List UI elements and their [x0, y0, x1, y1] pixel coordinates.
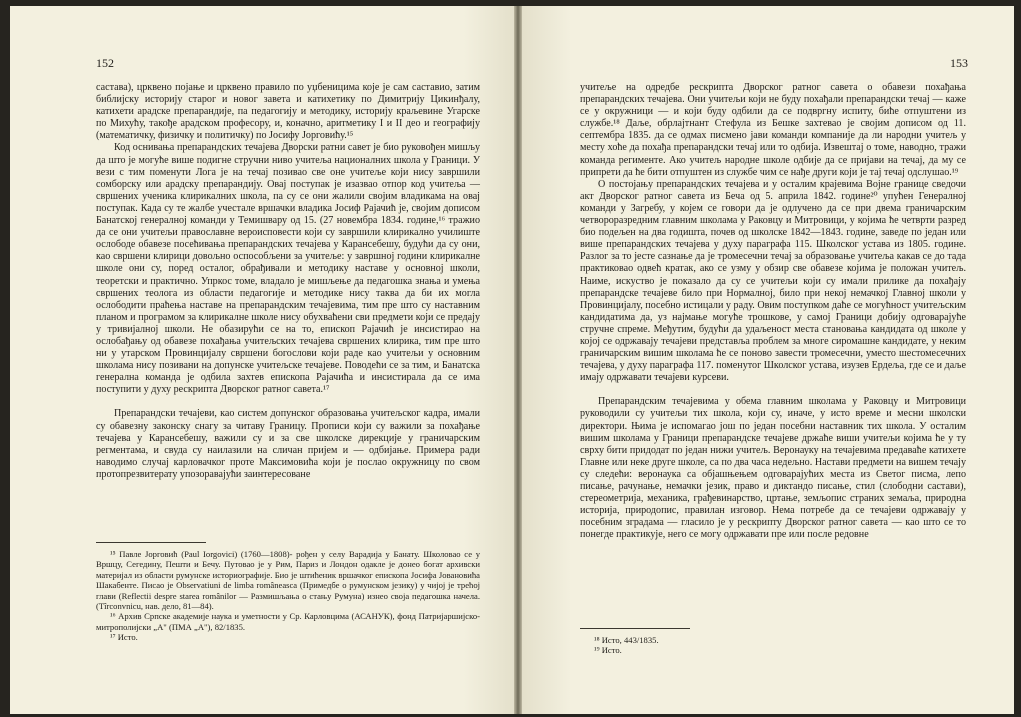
footnote: ¹⁷ Исто. — [110, 632, 138, 643]
right-page — [522, 6, 1014, 714]
footnote: ¹⁸ Исто, 443/1835. — [594, 635, 659, 645]
left-page-body — [96, 82, 480, 481]
footnote-rule — [580, 628, 690, 629]
page-number-left: 152 — [96, 56, 114, 70]
footnote: ¹⁵ Павле Јорговић (Paul Iorgovici) (1760—1808)- рођен у селу Варадија у Банату. Школовао се у Вршцу, Сегедину, Пешти и Бечу. Путовао је у Рим, Париз и Лондон одакле је донео богат архивски материјал из области румунске историографије. Био је штићеник вршачког епископа Јосифа Јовановића Шакабенте. Писао је Observatiuni de limba româneasca (Примедбе о румунском језику) у чијој је трећој глави (Reflectii despre starea românilor — Размишљања о стању Румуна) изнео своја педагошка начела. (Tîrconvnicu, нав. дело, 81—84). — [96, 549, 480, 612]
book-gutter — [514, 6, 522, 714]
left-page — [10, 6, 514, 714]
right-page-body — [580, 82, 966, 541]
footnote-rule — [96, 542, 206, 543]
body-paragraph: О постојању препарандских течајева и у осталим крајевима Војне границе сведочи акт Дворског ратног савета из Беча од 5. априла 1842. године²⁰ упућен Генералној команди у Загребу, у којем се говори да је одлучено да се при двема граничарским четвороразредним главним школама у Раковцу и Митровици, у којима ће четврти разред био подељен на два годишта, почев од школске 1842—1843. године, заведе по један или више препарандских течајева у духу параграфа 115. Школског устава из 1805. године. Разлог за то јесте сазнање да је тромесечни течај за образовање учитеља какав се до тада практиковао одвећ кратак, ако се узму у обзир све обавезе којима је положан учитељ. Наиме, искуство је показало да су се учитељи који су имали прилике да похађају препарандске течајеве било при Нормалној, било при некој немачкој Главној школи у Провинцијалу, посебно истицали у раду. Овим поступком даће се могућност учитељским кандидатима да, уз најмање могуће трошкове, у самој Граници добију одговарајуће стручне спреме. Међутим, будући да удаљеност места становања кандидата од школе у којој се одржавају течајеви представља проблем за многе сиромашне кандидате, у неким граничарским вишим школама ће се поново завести тромесечни, уместо шестомесечних течајева, у духу параграфа 117. поменутог Школског устава, изузев Ердеља, где се и даље имају одржавати течајеви курсеви. — [580, 178, 966, 384]
footnote: ¹⁶ Архив Српске академије наука и уметности у Ср. Карловцима (АСАНУК), фонд Патријаршијско-митрополијски „А" (ПМА „А"), 82/1835. — [96, 611, 480, 632]
body-paragraph: Препарандским течајевима у обема главним школама у Раковцу и Митровици руководили су учитељи тих школа, који су, иначе, у исто време и месни школски директори. Њима је испомагао још по један посебни наставник тих школа. У осталим вишим школама у Граници препарандске течајеве држаће виши учитељи којима ће у ту сврху бити придодат по један нижи учитељ. Веронауку на течајевима предаваће катихете Главне или неке друге школе, са по два часа недељно. Настави предмети на вишем течају су следећи: веронаука са објашњењем одговарајућих места из Светог писма, лепо писање, рачунање, немачки језик, право и диктандо писање, стил (слободни састави), стереометрија, механика, грађевинарство, цртање, земљопис страних земаља, природна историја, природопис, правилан изговор. Нема потребе да се течајеви одржавају у посебним зградама — гласило је у рескрипту Дворског ратног савета — као што се то понегде практикује, него се могу одржавати пре или после редовне — [580, 396, 966, 541]
body-paragraph: учитеље на одредбе рескрипта Дворског ратног савета о обавези похађања препарандских течајева. Они учитељи који не буду похађали препарандски течај — каже се у окружници — и који буду одбили да се подвргну испиту, биће отпуштени из службе.¹⁸ Даље, обрлајтнант Стефула из Бешке захтевао је својим дописом од 11. септембра 1835. да се одмах писмено јави команди компаније да ли народни учитељ у месту хоће да похађа препарандски течај или то одбија. Извештај о томе, наводно, тражи команда регименте. Ако учитељ народне школе одбије да се пријави на течај, да му се припрети да ће бити отпуштен из службе чим се нађе други који је тај течај одслушао.¹⁹ — [580, 82, 966, 178]
body-paragraph: Препарандски течајеви, као систем допунског образовања учитељског кадра, имали су обавезну законску снагу за читаву Границу. Прописи који су важили за похађање течајева у Карансебешу, важили су и за све школске дирекције у граничарским регментама, и свуда су наилазили на сличан пријем и — одбијање. Примера ради наводимо случај карловачког проте Максимовића који је послао окружницу по свом протопрезвитерату упозоравајући заинтересоване — [96, 408, 480, 480]
footnote: ¹⁹ Исто. — [594, 645, 622, 656]
right-footnotes — [580, 628, 966, 656]
left-footnotes — [96, 542, 480, 643]
page-number-right: 153 — [950, 56, 968, 70]
body-paragraph: састава), црквено појање и црквено правило по уџбеницима које је сам саставио, затим библијску историју старог и новог завета и катихетику по Димитрију Цикинђалу, катихети арадске препарандије, па педагогију и методику, историју краљевине Угарске по Михућу, такође арадском професору, и, коначно, аритметику I и II део и географију (математичку, физичку и политичку) по Јосифу Јорговићу.¹⁵ — [96, 82, 480, 142]
body-paragraph: Код оснивања препарандских течајева Дворски ратни савет је био руковођен мишљу да што је могуће више подигне стручни ниво учитеља националних школа у Граници. У вези с тим поменути Лога је на течај позивао све оне учитеље који нису завршили сомборску или арадску препарандију. Овај поступак је изазвао отпор код учитеља — свршених ученика клирикалних школа, па су се они жалили својим владикама на овај поступак. Када су те жалбе учестале вршачки владика Јосиф Рајачић је, својим дописом Банатској генералној команди у Темишвару од 15. (27 новембра 1834. године,¹⁶ тражио да се они учитељи православне вероисповести који су завршили клирикално училиште ослободе обавезе посећивања препарандских течајева у Карансебешу, будући да су они, као свршени клирици довољно оспособљени за учитеље: у завршној години клирикалне школе они су, поред осталог, обрађивали и методику наставе у основној школи, теоретски и практично. Упркос томе, владало је мишљење да педагошка знања и умења свршених теолога из области педагогије и методике нису таква да би их могла ослободити праћења наставе на препарандским течајевима, тим пре што су наставним планом и програмом за клирикалне школе нису обухваћени сви предмети који се предају у тривијалној школи. Не обазирући се на то, епископ Рајачић је инсистирао на ослобађању од обавезе похађања учитељских течајева свршених клирика, тим пре што ни у утарском Провинцијалу свршени богослови који раде као учитељи у основним школама нису позивани на допунске учитељске течајеве. Поводећи се за тим, и Банатска генерална команда је одбила захтев епископа Рајачића и инсистирала да се има поступити у духу рескрипта Дворског ратног савета.¹⁷ — [96, 142, 480, 396]
